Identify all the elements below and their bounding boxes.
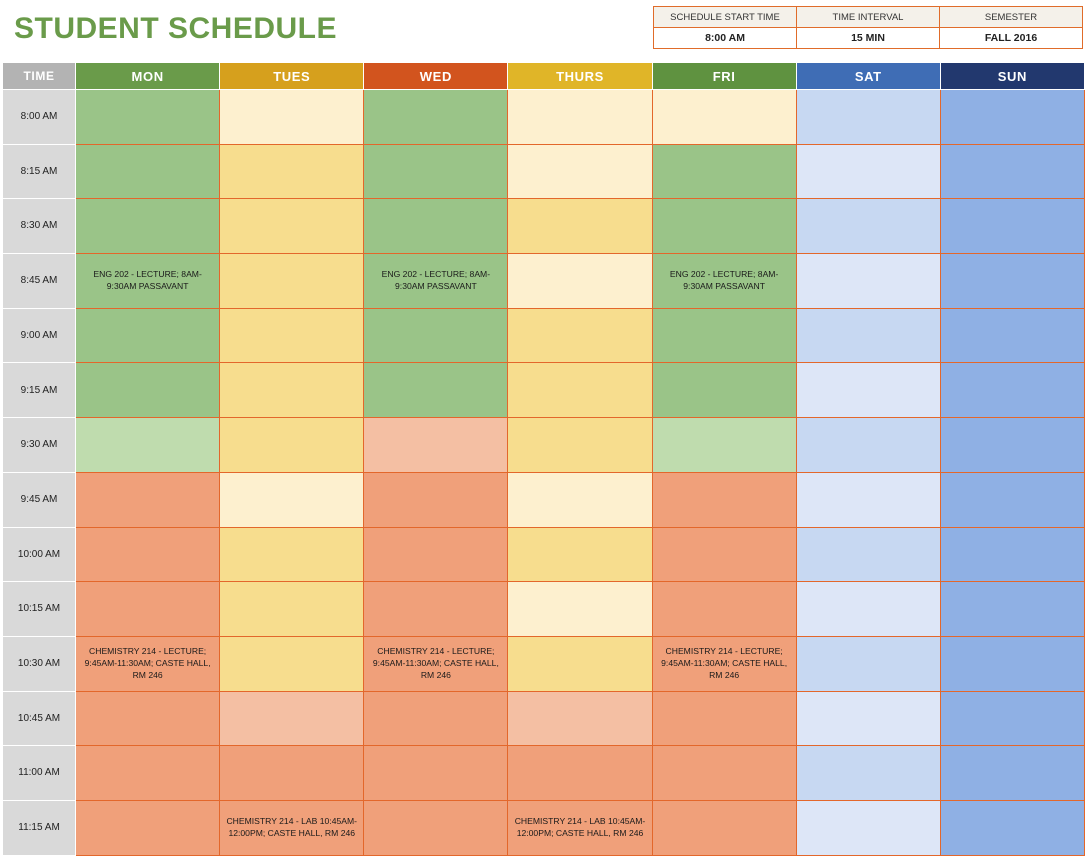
schedule-meta-table: [653, 6, 1083, 49]
schedule-cell[interactable]: [652, 636, 796, 691]
meta-label-semester: SEMESTER: [940, 7, 1083, 28]
schedule-cell[interactable]: [76, 199, 220, 254]
time-label: 11:15 AM: [3, 800, 76, 855]
schedule-cell[interactable]: [364, 691, 508, 746]
schedule-cell[interactable]: [364, 418, 508, 473]
schedule-cell[interactable]: [364, 800, 508, 855]
schedule-cell[interactable]: [652, 254, 796, 309]
schedule-cell[interactable]: [220, 144, 364, 199]
schedule-cell[interactable]: [76, 691, 220, 746]
time-label: 9:15 AM: [3, 363, 76, 418]
schedule-cell[interactable]: [940, 582, 1084, 637]
schedule-row: [3, 363, 1085, 418]
schedule-cell[interactable]: [364, 636, 508, 691]
schedule-cell[interactable]: [508, 746, 652, 801]
schedule-row: [3, 418, 1085, 473]
schedule-cell[interactable]: [940, 363, 1084, 418]
schedule-row: [3, 472, 1085, 527]
schedule-cell[interactable]: [76, 746, 220, 801]
time-label: 10:30 AM: [3, 636, 76, 691]
event-text: ENG 202 - LECTURE; 8AM-9:30AM PASSAVANT: [669, 269, 779, 291]
schedule-cell[interactable]: [76, 472, 220, 527]
schedule-cell[interactable]: [364, 144, 508, 199]
schedule-cell[interactable]: [652, 418, 796, 473]
schedule-cell[interactable]: [940, 144, 1084, 199]
schedule-cell[interactable]: [508, 199, 652, 254]
schedule-cell[interactable]: [220, 308, 364, 363]
schedule-cell[interactable]: [652, 800, 796, 855]
schedule-cell[interactable]: [796, 308, 940, 363]
time-label: 10:00 AM: [3, 527, 76, 582]
schedule-cell[interactable]: [796, 582, 940, 637]
day-header-row: [3, 63, 1085, 90]
event-text: CHEMISTRY 214 - LAB 10:45AM-12:00PM; CASTE HALL, RM 246: [514, 816, 646, 838]
event-text: CHEMISTRY 214 - LECTURE; 9:45AM-11:30AM; CASTE HALL, RM 246: [372, 646, 499, 680]
schedule-cell[interactable]: [508, 308, 652, 363]
schedule-cell[interactable]: [508, 800, 652, 855]
schedule-cell[interactable]: [940, 472, 1084, 527]
schedule-row: [3, 800, 1085, 855]
schedule-cell[interactable]: [508, 363, 652, 418]
schedule-cell[interactable]: [364, 746, 508, 801]
schedule-cell[interactable]: [220, 636, 364, 691]
schedule-cell[interactable]: [364, 472, 508, 527]
schedule-cell[interactable]: [220, 746, 364, 801]
schedule-cell[interactable]: [940, 527, 1084, 582]
time-label: 9:30 AM: [3, 418, 76, 473]
meta-value-row: [654, 28, 1083, 49]
schedule-cell[interactable]: [796, 527, 940, 582]
time-label: 8:45 AM: [3, 254, 76, 309]
schedule-cell[interactable]: [220, 90, 364, 145]
day-header-sun: SUN: [940, 63, 1084, 90]
schedule-row: [3, 691, 1085, 746]
schedule-cell[interactable]: [76, 582, 220, 637]
schedule-cell[interactable]: [220, 691, 364, 746]
schedule-row: [3, 582, 1085, 637]
schedule-row: [3, 746, 1085, 801]
day-header-mon: MON: [76, 63, 220, 90]
schedule-cell[interactable]: [796, 472, 940, 527]
schedule-cell[interactable]: [652, 90, 796, 145]
event-text: CHEMISTRY 214 - LECTURE; 9:45AM-11:30AM; CASTE HALL, RM 246: [661, 646, 788, 680]
meta-label-row: [654, 7, 1083, 28]
schedule-cell[interactable]: [364, 363, 508, 418]
schedule-cell[interactable]: [220, 363, 364, 418]
schedule-cell[interactable]: [940, 199, 1084, 254]
schedule-cell[interactable]: [508, 636, 652, 691]
schedule-cell[interactable]: [364, 308, 508, 363]
schedule-cell[interactable]: [220, 800, 364, 855]
schedule-cell[interactable]: [364, 527, 508, 582]
time-column-header: TIME: [3, 63, 76, 90]
schedule-cell[interactable]: [76, 636, 220, 691]
grid-head: [3, 63, 1085, 90]
schedule-cell[interactable]: [796, 418, 940, 473]
time-label: 9:45 AM: [3, 472, 76, 527]
schedule-row: [3, 308, 1085, 363]
day-header-wed: WED: [364, 63, 508, 90]
schedule-cell[interactable]: [796, 800, 940, 855]
event-text: ENG 202 - LECTURE; 8AM-9:30AM PASSAVANT: [93, 269, 202, 291]
time-label: 9:00 AM: [3, 308, 76, 363]
schedule-cell[interactable]: [940, 636, 1084, 691]
schedule-cell[interactable]: [508, 418, 652, 473]
schedule-cell[interactable]: [76, 144, 220, 199]
schedule-cell[interactable]: [940, 800, 1084, 855]
schedule-cell[interactable]: [796, 691, 940, 746]
schedule-cell[interactable]: [508, 90, 652, 145]
meta-value-time-interval[interactable]: 15 MIN: [797, 28, 940, 49]
schedule-cell[interactable]: [796, 254, 940, 309]
schedule-row: [3, 527, 1085, 582]
schedule-cell[interactable]: [364, 582, 508, 637]
day-header-fri: FRI: [652, 63, 796, 90]
schedule-cell[interactable]: [508, 527, 652, 582]
meta-value-start-time[interactable]: 8:00 AM: [654, 28, 797, 49]
schedule-cell[interactable]: [940, 418, 1084, 473]
meta-label-start-time: SCHEDULE START TIME: [654, 7, 797, 28]
schedule-cell[interactable]: [796, 199, 940, 254]
schedule-cell[interactable]: [76, 90, 220, 145]
schedule-cell[interactable]: [508, 254, 652, 309]
schedule-cell[interactable]: [796, 636, 940, 691]
schedule-row: [3, 636, 1085, 691]
schedule-cell[interactable]: [652, 472, 796, 527]
schedule-cell[interactable]: [940, 254, 1084, 309]
schedule-cell[interactable]: [508, 691, 652, 746]
page-title: STUDENT SCHEDULE: [14, 12, 338, 45]
schedule-cell[interactable]: [652, 144, 796, 199]
schedule-cell[interactable]: [76, 418, 220, 473]
time-label: 10:15 AM: [3, 582, 76, 637]
schedule-cell[interactable]: [940, 691, 1084, 746]
schedule-cell[interactable]: [76, 363, 220, 418]
page-header: [0, 0, 1089, 62]
schedule-row: [3, 90, 1085, 145]
schedule-cell[interactable]: [364, 254, 508, 309]
meta-value-semester[interactable]: FALL 2016: [940, 28, 1083, 49]
schedule-cell[interactable]: [76, 527, 220, 582]
schedule-cell[interactable]: [652, 199, 796, 254]
schedule-cell[interactable]: [76, 800, 220, 855]
day-header-sat: SAT: [796, 63, 940, 90]
schedule-cell[interactable]: [76, 254, 220, 309]
grid-body: [3, 90, 1085, 856]
schedule-row: [3, 199, 1085, 254]
time-label: 8:30 AM: [3, 199, 76, 254]
schedule-cell[interactable]: [508, 472, 652, 527]
time-label: 8:15 AM: [3, 144, 76, 199]
event-text: CHEMISTRY 214 - LECTURE; 9:45AM-11:30AM; CASTE HALL, RM 246: [84, 646, 211, 680]
schedule-cell[interactable]: [796, 144, 940, 199]
schedule-row: [3, 144, 1085, 199]
schedule-cell[interactable]: [220, 254, 364, 309]
schedule-cell[interactable]: [652, 582, 796, 637]
schedule-cell[interactable]: [220, 199, 364, 254]
time-label: 11:00 AM: [3, 746, 76, 801]
schedule-cell[interactable]: [652, 527, 796, 582]
event-text: CHEMISTRY 214 - LAB 10:45AM-12:00PM; CASTE HALL, RM 246: [226, 816, 358, 838]
schedule-cell[interactable]: [508, 144, 652, 199]
schedule-cell[interactable]: [940, 746, 1084, 801]
schedule-cell[interactable]: [364, 199, 508, 254]
schedule-cell[interactable]: [76, 308, 220, 363]
schedule-cell[interactable]: [652, 691, 796, 746]
schedule-cell[interactable]: [796, 90, 940, 145]
meta-label-time-interval: TIME INTERVAL: [797, 7, 940, 28]
schedule-cell[interactable]: [796, 746, 940, 801]
event-text: ENG 202 - LECTURE; 8AM-9:30AM PASSAVANT: [381, 269, 491, 291]
schedule-cell[interactable]: [796, 363, 940, 418]
schedule-cell[interactable]: [652, 308, 796, 363]
day-header-tues: TUES: [220, 63, 364, 90]
schedule-row: [3, 254, 1085, 309]
schedule-cell[interactable]: [652, 746, 796, 801]
schedule-cell[interactable]: [508, 582, 652, 637]
time-label: 10:45 AM: [3, 691, 76, 746]
schedule-cell[interactable]: [220, 527, 364, 582]
time-label: 8:00 AM: [3, 90, 76, 145]
schedule-cell[interactable]: [652, 363, 796, 418]
schedule-grid: [2, 62, 1085, 856]
schedule-cell[interactable]: [220, 582, 364, 637]
schedule-cell[interactable]: [364, 90, 508, 145]
schedule-cell[interactable]: [220, 418, 364, 473]
schedule-cell[interactable]: [940, 308, 1084, 363]
schedule-cell[interactable]: [940, 90, 1084, 145]
day-header-thurs: THURS: [508, 63, 652, 90]
schedule-cell[interactable]: [220, 472, 364, 527]
